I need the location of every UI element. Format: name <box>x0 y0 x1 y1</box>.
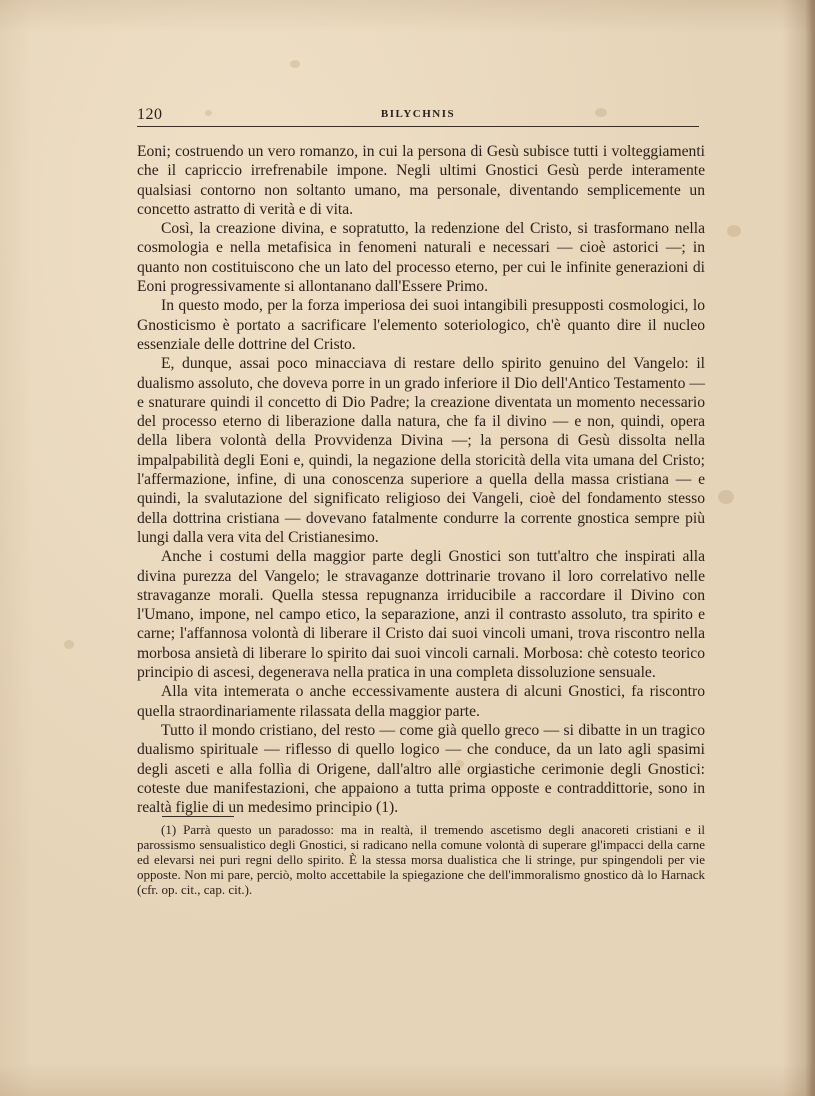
paragraph: Anche i costumi della maggior parte degli Gnostici son tutt'altro che inspirati alla divina purezza del Vangelo; le stravaganze dottrinarie trovano il loro correlativo nelle stravaganze morali. Quella stessa repugnanza irriducibile a raccordare il Divino con l'Umano, impone, nel campo etico, la separazione, anzi il contrasto assoluto, tra spirito e carne; l'affannosa volontà di liberare il Cristo dai suoi vincoli umani, trova riscontro nella morbosa ansietà di liberare lo spirito dai suoi vincoli carnali. Morbosa: chè cotesto teorico principio di ascesi, degenerava nella pratica in una completa dissoluzione sensuale. <box>137 548 705 682</box>
running-head: BILYCHNIS <box>380 108 456 120</box>
paragraph: Tutto il mondo cristiano, del resto — come già quello greco — si dibatte in un tragico dualismo spirituale — riflesso di quello logico — che conduce, da un lato agli spasimi degli asceti e alla follìa di Origene, dall'altro alle orgiastiche cerimonie degli Gnostici: coteste due manifestazioni, che appaiono a tutta prima opposte e contraddittorie, sono in realtà figlie di un medesimo principio (1). <box>137 721 705 817</box>
footnote: (1) Parrà questo un paradosso: ma in realtà, il tremendo ascetismo degli anacoreti cristiani e il parossismo sensualistico degli Gnostici, si radicano nella comune volontà di superare gl'impacci della carne ed elevarsi nei puri regni dello spirito. È la stessa morsa dualistica che li stringe, pur spingendoli per vie opposte. Non mi pare, perciò, molto accettabile la spiegazione che dell'immoralismo gnostico dà lo Harnack (cfr. op. cit., cap. cit.). <box>137 822 705 897</box>
foxing-spot <box>64 640 74 649</box>
main-text <box>137 142 705 817</box>
foxing-spot <box>727 225 741 237</box>
page-header <box>137 104 699 126</box>
paragraph: Eoni; costruendo un vero romanzo, in cui la persona di Gesù subisce tutti i volteggiamenti che il capriccio irrefrenabile impone. Negli ultimi Gnostici Gesù perde interamente qualsiasi contorno non soltanto umano, ma personale, diventando semplicemente un concetto astratto di verità e di vita. <box>137 143 705 218</box>
paragraph: Alla vita intemerata o anche eccessivamente austera di alcuni Gnostici, fa riscontro quella straordinariamente rilassata della maggior parte. <box>137 683 705 720</box>
foxing-spot <box>718 490 734 504</box>
page-number: 120 <box>137 106 163 123</box>
header-rule <box>137 126 699 127</box>
page-edge-shadow <box>805 0 815 1096</box>
footnote-rule <box>162 816 234 817</box>
paragraph: E, dunque, assai poco minacciava di restare dello spirito genuino del Vangelo: il dualismo assoluto, che doveva porre in un grado inferiore il Dio dell'Antico Testamento — e snaturare quindi il concetto di Dio Padre; la creazione diventata un momento necessario del processo eterno di liberazione dalla natura, che fa il divino — e non, quindi, opera della libera volontà della Provvidenza Divina —; la persona di Gesù dissolta nella impalpabilità degli Eoni e, quindi, la negazione della storicità della vita umana del Cristo; l'affermazione, infine, di una conoscenza superiore a quella della massa cristiana — e quindi, la svalutazione del significato religioso dei Vangeli, cioè del fondamento stesso della dottrina cristiana — dovevano fatalmente condurre la corrente gnostica sempre più lungi dalla vera vita del Cristianesimo. <box>137 355 705 546</box>
paragraph: Così, la creazione divina, e sopratutto, la redenzione del Cristo, si trasformano nella cosmologia e nella metafisica in fenomeni naturali e necessari — cioè astorici —; in quanto non costituiscono che un lato del processo eterno, per cui le infinite generazioni di Eoni progressivamente si allontanano dall'Essere Primo. <box>137 220 705 296</box>
paragraph: In questo modo, per la forza imperiosa dei suoi intangibili presupposti cosmologici, lo Gnosticismo è portato a sacrificare l'elemento soteriologico, ch'è quanto dire il nucleo essenziale delle dottrine del Cristo. <box>137 297 705 353</box>
foxing-spot <box>290 60 300 68</box>
